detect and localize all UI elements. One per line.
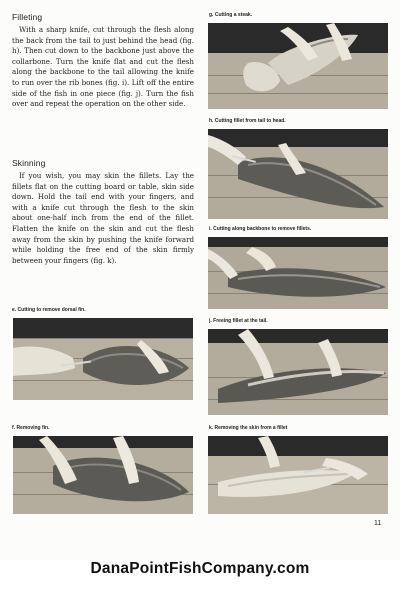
figure-h-caption: h. Cutting fillet from tail to head. — [209, 118, 286, 124]
figure-f-caption: f. Removing fin. — [12, 425, 50, 431]
filleting-paragraph: With a sharp knife, cut through the flesh along the back from the tail to just behind the head (fig. h). Then cut down to the backbone just above the collarbone. Turn the knife flat and cut the flesh along the backbone to the tail allowing the knife to run over the rib bones (fig. i). Lift off the entire side of the fish in one piece (fig. j). Turn the fish over and repeat the operation on the other side. — [12, 25, 194, 109]
watermark-text: DanaPointFishCompany.com — [90, 560, 310, 577]
figure-k-caption: k. Removing the skin from a fillet — [209, 425, 288, 431]
figure-g-photo — [208, 23, 388, 109]
page-number: 11 — [374, 520, 382, 527]
filleting-heading: Filleting — [12, 12, 43, 22]
figure-h-photo — [208, 129, 388, 219]
figure-g-caption: g. Cutting a steak. — [209, 12, 253, 18]
skinning-paragraph: If you wish, you may skin the fillets. Lay the fillets flat on the cutting board or table, skin side down. Hold the tail end with your fingers, and with a knife cut through the flesh to the skin about one-half inch from the end of the fillet. Flatten the knife on the skin and cut the flesh away from the skin by pushing the knife forward while holding the free end of the skin firmly between your fingers (fig. k). — [12, 171, 194, 265]
figure-j-photo — [208, 329, 388, 415]
skinning-heading: Skinning — [12, 158, 46, 168]
figure-j-caption: j. Freeing fillet at the tail. — [209, 318, 268, 324]
figure-i-photo — [208, 237, 388, 309]
figure-e-photo — [13, 318, 193, 400]
figure-k-photo — [208, 436, 388, 514]
figure-f-photo — [13, 436, 193, 514]
figure-e-caption: e. Cutting to remove dorsal fin. — [12, 307, 86, 313]
figure-i-caption: i. Cutting along backbone to remove fillets. — [209, 226, 312, 232]
